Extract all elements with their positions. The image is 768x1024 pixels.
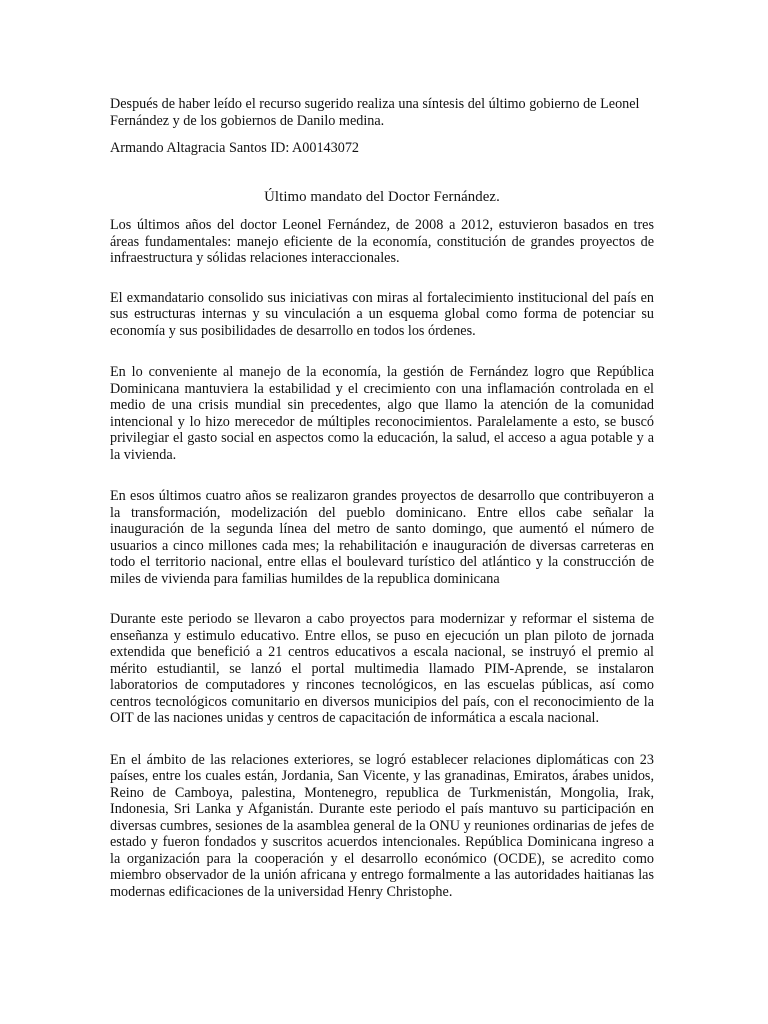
body-paragraph: En esos últimos cuatro años se realizaron grandes proyectos de desarrollo que contribuyeron a la transformación, modelización del pueblo dominicano. Entre ellos cabe señalar la inauguración de la segunda línea del metro de santo domingo, que aumentó el número de usuarios a cinco millones cada mes; la rehabilitación e inauguración de diversas carreteras en todo el territorio nacional, entre ellas el boulevard turístico del atlántico y la construcción de miles de vivienda para familias humildes de la republica dominicana (110, 488, 654, 587)
author-line: Armando Altagracia Santos ID: A00143072 (110, 140, 360, 156)
assignment-prompt: Después de haber leído el recurso sugerido realiza una síntesis del último gobierno de Leonel Fernández y de los gobiernos de Danilo medina. (110, 96, 640, 129)
document-page (110, 96, 654, 900)
document-title: Último mandato del Doctor Fernández. (264, 188, 500, 205)
body-paragraph: El exmandatario consolido sus iniciativas con miras al fortalecimiento institucional del país en sus estructuras internas y su vinculación a un esquema global como forma de potenciar su economía y sus posibilidades de desarrollo en todos los órdenes. (110, 289, 654, 339)
body-paragraph: En lo conveniente al manejo de la economía, la gestión de Fernández logro que República Dominicana mantuviera la estabilidad y el crecimiento con una inflamación controlada en el medio de una crisis mundial sin precedentes, algo que llamo la atención de la comunidad intencional y lo hizo merecedor de múltiples reconocimientos. Paralelamente a esto, se buscó privilegiar el gasto social en aspectos como la educación, la salud, el acceso a agua potable y a la vivienda. (110, 364, 654, 463)
body-paragraph: Los últimos años del doctor Leonel Fernández, de 2008 a 2012, estuvieron basados en tres áreas fundamentales: manejo eficiente de la economía, constitución de grandes proyectos de infraestructura y sólidas relaciones interaccionales. (110, 217, 654, 266)
body-paragraph: Durante este periodo se llevaron a cabo proyectos para modernizar y reformar el sistema de enseñanza y estimulo educativo. Entre ellos, se puso en ejecución un plan piloto de jornada extendida que benefició a 21 centros educativos a escala nacional, se instruyó el premio al mérito estudiantil, se lanzó el portal multimedia llamado PIM-Aprende, se instalaron laboratorios de computadores y rincones tecnológicos, en las escuelas públicas, así como centros tecnológicos comunitario en diversos municipios del país, con el reconocimiento de la OIT de las naciones unidas y centros de capacitación de informática a escala nacional. (110, 611, 654, 726)
body-paragraph: En el ámbito de las relaciones exteriores, se logró establecer relaciones diplomáticas con 23 países, entre los cuales están, Jordania, San Vicente, y las granadinas, Emiratos, árabes unidos, Reino de Camboya, palestina, Montenegro, republica de Turkmenistán, Mongolia, Irak, Indonesia, Sri Lanka y Afganistán. Durante este periodo el país mantuvo su participación en diversas cumbres, sesiones de la asamblea general de la ONU y reuniones ordinarias de jefes de estado y fueron fondados y suscritos acuerdos intencionales. República Dominicana ingreso a la organización para la cooperación y el desarrollo económico (OCDE), se acredito como miembro observador de la unión africana y entrego formalmente a las autoridades haitianas las modernas edificaciones de la universidad Henry Christophe. (110, 751, 654, 900)
